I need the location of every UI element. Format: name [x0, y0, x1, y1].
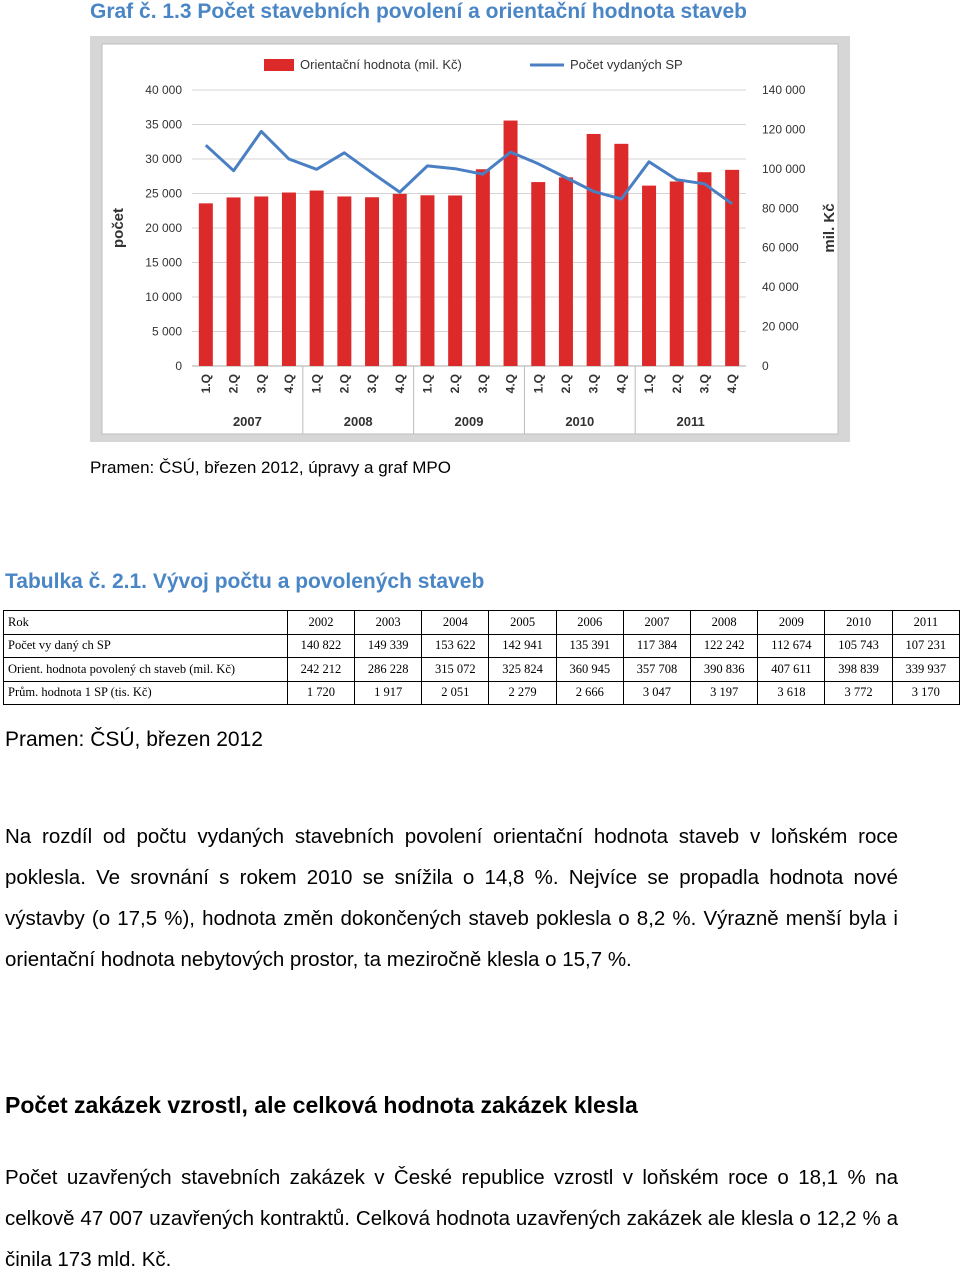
table-cell: 2007 [623, 611, 690, 635]
x-tick-label: 4.Q [392, 374, 407, 394]
table-cell: 117 384 [623, 634, 690, 658]
bar [393, 194, 407, 366]
table-cell: 142 941 [489, 634, 556, 658]
table-cell: 112 674 [758, 634, 825, 658]
x-tick-label: 1.Q [531, 374, 546, 394]
y-tick-left-label: 0 [175, 359, 182, 373]
bar [587, 134, 601, 366]
table-cell: 2009 [758, 611, 825, 635]
y-tick-right-label: 20 000 [762, 319, 799, 334]
bar [531, 182, 545, 366]
table-cell: 286 228 [355, 658, 422, 682]
y-axis-right-title: mil. Kč [821, 203, 838, 253]
y-tick-right-label: 140 000 [762, 83, 806, 97]
y-axis-left-title: počet [110, 207, 127, 249]
table-cell: 398 839 [825, 658, 892, 682]
y-tick-left-label: 30 000 [145, 152, 182, 166]
table-cell: 2008 [691, 611, 758, 635]
table-cell: 1 720 [287, 681, 354, 705]
x-tick-label: 2.Q [226, 374, 241, 394]
x-tick-label: 4.Q [281, 374, 296, 394]
table-cell: 2011 [892, 611, 959, 635]
x-tick-label: 2.Q [558, 374, 573, 394]
x-tick-label: 1.Q [420, 374, 435, 394]
table-cell: 3 197 [691, 681, 758, 705]
table-cell: 3 047 [623, 681, 690, 705]
table-cell: 315 072 [422, 658, 489, 682]
table-cell: 3 772 [825, 681, 892, 705]
x-tick-label: 2.Q [669, 374, 684, 394]
bar [642, 186, 656, 366]
section-heading: Počet zakázek vzrostl, ale celková hodnota zakázek klesla [5, 1092, 638, 1118]
x-tick-label: 1.Q [198, 374, 213, 394]
y-tick-left-label: 40 000 [145, 83, 182, 97]
table-cell: 2004 [422, 611, 489, 635]
y-tick-right-label: 80 000 [762, 201, 799, 216]
table-row [4, 634, 960, 658]
y-tick-left-label: 10 000 [145, 290, 182, 304]
data-table [3, 610, 960, 705]
bar [365, 197, 379, 366]
bar [559, 177, 573, 366]
table-row [4, 611, 960, 635]
bar [199, 203, 213, 366]
x-tick-label: 3.Q [586, 374, 601, 394]
legend-label: Orientační hodnota (mil. Kč) [300, 57, 462, 72]
table-cell: 3 618 [758, 681, 825, 705]
x-tick-label: 4.Q [725, 374, 740, 394]
x-group-label: 2007 [232, 414, 262, 429]
legend-swatch-bar [264, 59, 294, 71]
table-cell: 149 339 [355, 634, 422, 658]
y-tick-right-label: 0 [762, 359, 769, 373]
table-cell: 357 708 [623, 658, 690, 682]
table-cell: 407 611 [758, 658, 825, 682]
table-cell: 2 051 [422, 681, 489, 705]
table-cell: 2 666 [556, 681, 623, 705]
graph-caption: Graf č. 1.3 Počet stavebních povolení a orientační hodnota staveb [90, 0, 748, 23]
table-cell: 3 170 [892, 681, 959, 705]
bar [310, 191, 324, 366]
table-cell: 2002 [287, 611, 354, 635]
y-tick-left-label: 5 000 [151, 324, 182, 339]
x-group-label: 2009 [454, 414, 484, 429]
chart-svg [90, 36, 850, 442]
y-tick-left-label: 25 000 [145, 186, 182, 201]
row-label: Rok [4, 611, 288, 635]
table-cell: 105 743 [825, 634, 892, 658]
table-cell: 1 917 [355, 681, 422, 705]
x-tick-label: 4.Q [614, 374, 629, 394]
table-cell: 140 822 [287, 634, 354, 658]
x-tick-label: 3.Q [365, 374, 380, 394]
x-tick-label: 3.Q [697, 374, 712, 394]
x-tick-label: 4.Q [503, 374, 518, 394]
table-caption: Tabulka č. 2.1. Vývoj počtu a povolených staveb [5, 570, 485, 593]
bar [448, 195, 462, 366]
table-cell: 107 231 [892, 634, 959, 658]
table-cell: 325 824 [489, 658, 556, 682]
y-tick-left-label: 15 000 [145, 255, 182, 270]
bar [420, 195, 434, 366]
x-tick-label: 1.Q [309, 374, 324, 394]
x-tick-label: 1.Q [642, 374, 657, 394]
paragraph-1: Na rozdíl od počtu vydaných stavebních povolení orientační hodnota staveb v loňském roce poklesla. Ve srovnání s rokem 2010 se snížila o 14,8 %. Nejvíce se propadla hodnota nové výstavby (o 17,5 %), hodnota změn dokončených staveb poklesla o 8,2 %. Výrazně menší byla i orientační hodnota nebytových prostor, ta meziročně klesla o 15,7 %. [5, 825, 898, 971]
y-tick-left-label: 35 000 [145, 117, 182, 132]
y-tick-right-label: 40 000 [762, 280, 799, 295]
table-cell: 2005 [489, 611, 556, 635]
table-cell: 2003 [355, 611, 422, 635]
bar [697, 172, 711, 366]
bar [227, 197, 241, 366]
x-group-label: 2011 [676, 414, 705, 429]
chart-container [90, 36, 850, 442]
table-cell: 153 622 [422, 634, 489, 658]
x-tick-label: 2.Q [448, 374, 463, 394]
table-cell: 2010 [825, 611, 892, 635]
x-group-label: 2010 [565, 414, 595, 429]
bar [476, 169, 490, 366]
y-tick-right-label: 120 000 [762, 122, 806, 137]
table-cell: 390 836 [691, 658, 758, 682]
table-cell: 135 391 [556, 634, 623, 658]
table-cell: 339 937 [892, 658, 959, 682]
table-cell: 360 945 [556, 658, 623, 682]
bar [670, 181, 684, 366]
row-label: Prům. hodnota 1 SP (tis. Kč) [4, 681, 288, 705]
table-row [4, 658, 960, 682]
graph-source: Pramen: ČSÚ, březen 2012, úpravy a graf MPO [90, 458, 451, 477]
y-tick-right-label: 60 000 [762, 240, 799, 255]
table-cell: 242 212 [287, 658, 354, 682]
bar [282, 193, 296, 366]
x-tick-label: 3.Q [475, 374, 490, 394]
paragraph-2: Počet uzavřených stavebních zakázek v České republice vzrostl v loňském roce o 18,1 % na celkově 47 007 uzavřených kontraktů. Celková hodnota uzavřených zakázek ale klesla o 12,2 % a činila 173 mld. Kč. [5, 1166, 898, 1271]
table-cell: 122 242 [691, 634, 758, 658]
table-row [4, 681, 960, 705]
y-tick-left-label: 20 000 [145, 221, 182, 235]
y-tick-right-label: 100 000 [762, 161, 806, 176]
bar [614, 144, 628, 366]
row-label: Orient. hodnota povolený ch staveb (mil. Kč) [4, 658, 288, 682]
x-group-label: 2008 [343, 414, 373, 429]
bar [337, 196, 351, 366]
bar [254, 196, 268, 366]
table-source: Pramen: ČSÚ, březen 2012 [5, 728, 263, 751]
legend-label: Počet vydaných SP [570, 57, 683, 72]
row-label: Počet vy daný ch SP [4, 634, 288, 658]
table-cell: 2006 [556, 611, 623, 635]
table-cell: 2 279 [489, 681, 556, 705]
x-tick-label: 3.Q [254, 374, 269, 394]
x-tick-label: 2.Q [337, 374, 352, 394]
